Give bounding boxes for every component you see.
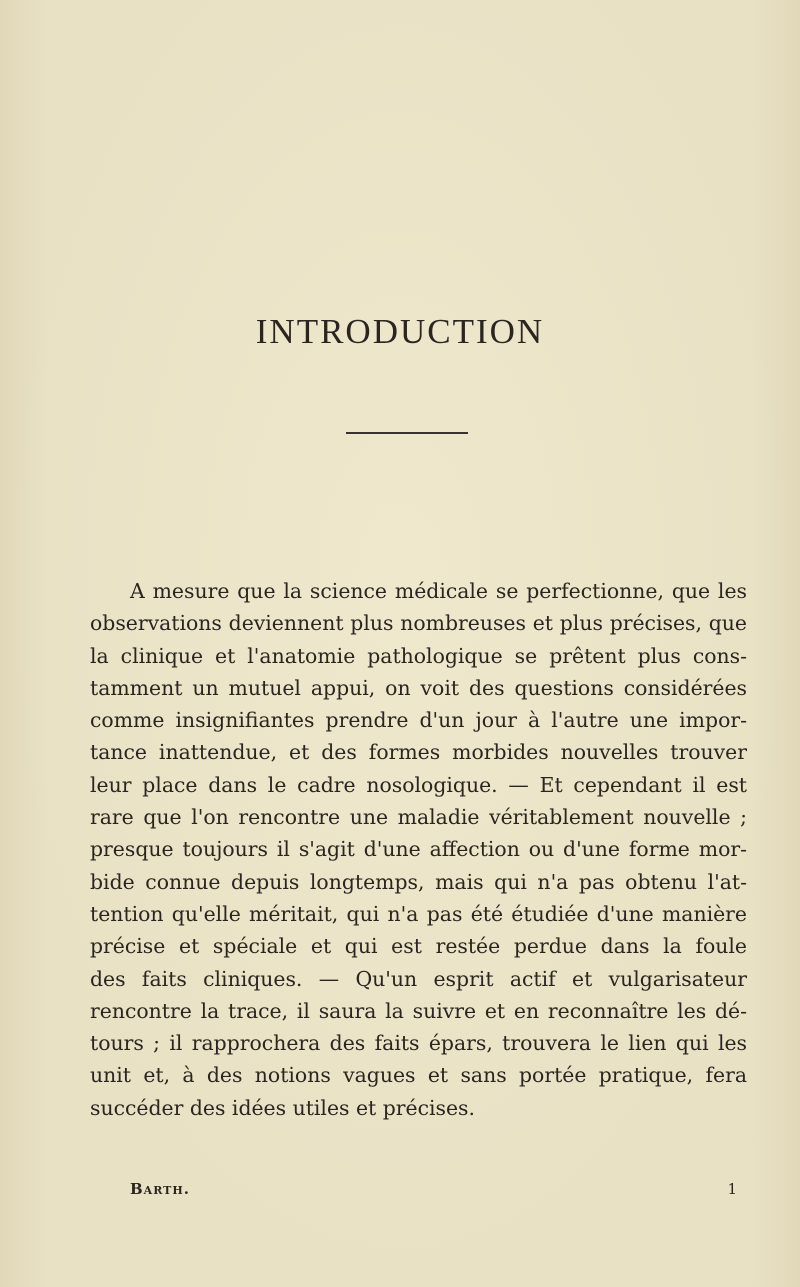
paragraph-line: des faits cliniques. — Qu'un esprit actif et vulgarisateur: [90, 966, 747, 991]
paragraph-line: unit et, à des notions vagues et sans portée pratique, fera: [90, 1063, 747, 1088]
paragraph-line: A mesure que la science médicale se perfectionne, que les: [130, 579, 747, 603]
paragraph-line: comme insignifiantes prendre d'un jour à l'autre une impor-: [90, 708, 747, 733]
paragraph-line: tention qu'elle méritait, qui n'a pas été étudiée d'une manière: [90, 901, 747, 926]
paragraph-line: presque toujours il s'agit d'une affection ou d'une forme mor-: [90, 837, 747, 862]
paragraph-line: précise et spéciale et qui est restée perdue dans la foule: [90, 934, 747, 959]
signature-mark: Barth.: [130, 1180, 190, 1198]
sheet-number: 1: [727, 1180, 738, 1198]
paragraph-line: rare que l'on rencontre une maladie véritablement nouvelle ;: [90, 805, 747, 830]
paragraph-line: succéder des idées utiles et précises.: [90, 1095, 475, 1120]
paragraph-line: rencontre la trace, il saura la suivre et en reconnaître les dé-: [90, 998, 747, 1023]
paragraph-line: leur place dans le cadre nosologique. — Et cependant il est: [90, 772, 747, 797]
paragraph-line: la clinique et l'anatomie pathologique se prêtent plus cons-: [90, 643, 747, 668]
paragraph-line: tours ; il rapprochera des faits épars, trouvera le lien qui les: [90, 1031, 747, 1056]
paragraph-line: bide connue depuis longtemps, mais qui n'a pas obtenu l'at-: [90, 869, 747, 894]
paragraph-line: observations deviennent plus nombreuses et plus précises, que: [90, 611, 747, 636]
paragraph-line: tance inattendue, et des formes morbides nouvelles trouver: [90, 740, 747, 765]
chapter-heading: INTRODUCTION: [255, 312, 545, 351]
paragraph-line: tamment un mutuel appui, on voit des questions considérées: [90, 675, 747, 700]
heading-divider: [346, 432, 468, 434]
page-footer: [90, 1180, 747, 1198]
introduction-paragraph: [90, 575, 747, 1124]
